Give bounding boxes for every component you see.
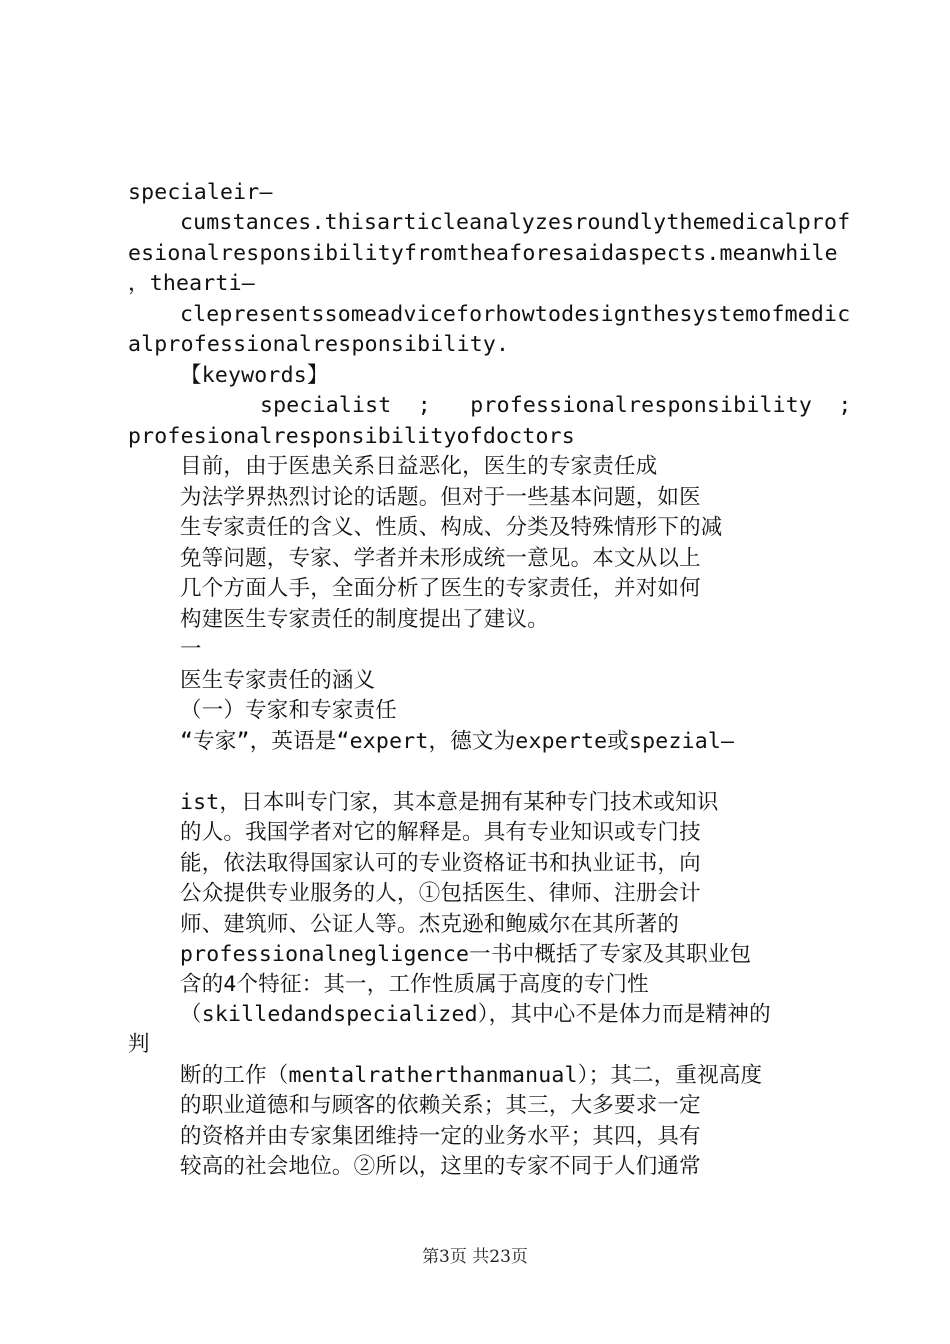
text-line: cumstances.thisarticleanalyzesroundlythemedicalprof xyxy=(180,210,851,235)
keywords-line: specialist ; professionalresponsibility ; xyxy=(260,393,852,418)
text-line: 能，依法取得国家认可的专业资格证书和执业证书，向 xyxy=(180,851,701,876)
text-line: 断的工作（mentalratherthanmanual）；其二，重视高度 xyxy=(180,1063,763,1088)
text-line: alprofessionalresponsibility. xyxy=(128,332,510,357)
text-line: 免等问题，专家、学者并未形成统一意见。本文从以上 xyxy=(180,546,701,571)
text-line: 判 xyxy=(128,1032,150,1057)
text-line: （skilledandspecialized），其中心不是体力而是精神的 xyxy=(180,1002,771,1027)
subsection-heading: （一）专家和专家责任 xyxy=(180,698,398,723)
section-number: 一 xyxy=(180,637,202,662)
text-line: clepresentssomeadviceforhowtodesignthesystemofmedic xyxy=(180,302,851,327)
text-line: 生专家责任的含义、性质、构成、分类及特殊情形下的减 xyxy=(180,515,723,540)
text-line: 的资格并由专家集团维持一定的业务水平；其四，具有 xyxy=(180,1124,701,1149)
text-line: 的职业道德和与顾客的依赖关系；其三，大多要求一定 xyxy=(180,1093,701,1118)
text-line: ist，日本叫专门家，其本意是拥有某种专门技术或知识 xyxy=(180,790,719,815)
text-line: 公众提供专业服务的人，①包括医生、律师、注册会计 xyxy=(180,881,701,906)
text-line: “专家”，英语是“expert，德文为experte或spezial— xyxy=(180,729,735,754)
text-line: specialeir— xyxy=(128,180,273,205)
keywords-line: profesionalresponsibilityofdoctors xyxy=(128,424,575,449)
text-line: esionalresponsibilityfromtheaforesaidaspects.meanwhile xyxy=(128,241,838,266)
text-line: 的人。我国学者对它的解释是。具有专业知识或专门技 xyxy=(180,820,701,845)
section-heading: 医生专家责任的涵义 xyxy=(180,668,376,693)
text-line: 几个方面人手，全面分析了医生的专家责任，并对如何 xyxy=(180,576,701,601)
text-line: professionalnegligence一书中概括了专家及其职业包 xyxy=(180,942,752,967)
text-line: ，thearti— xyxy=(128,271,255,296)
text-line: 较高的社会地位。②所以，这里的专家不同于人们通常 xyxy=(180,1154,701,1179)
text-line: 构建医生专家责任的制度提出了建议。 xyxy=(180,607,549,632)
page-footer: 第3页 共23页 xyxy=(422,1247,528,1267)
text-line: 为法学界热烈讨论的话题。但对于一些基本问题，如医 xyxy=(180,485,701,510)
text-line: 目前，由于医患关系日益恶化，医生的专家责任成 xyxy=(180,454,658,479)
text-line: 师、建筑师、公证人等。杰克逊和鲍威尔在其所著的 xyxy=(180,912,680,937)
keywords-heading: 【keywords】 xyxy=(180,363,329,388)
text-line: 含的4个特征：其一，工作性质属于高度的专门性 xyxy=(180,972,649,997)
